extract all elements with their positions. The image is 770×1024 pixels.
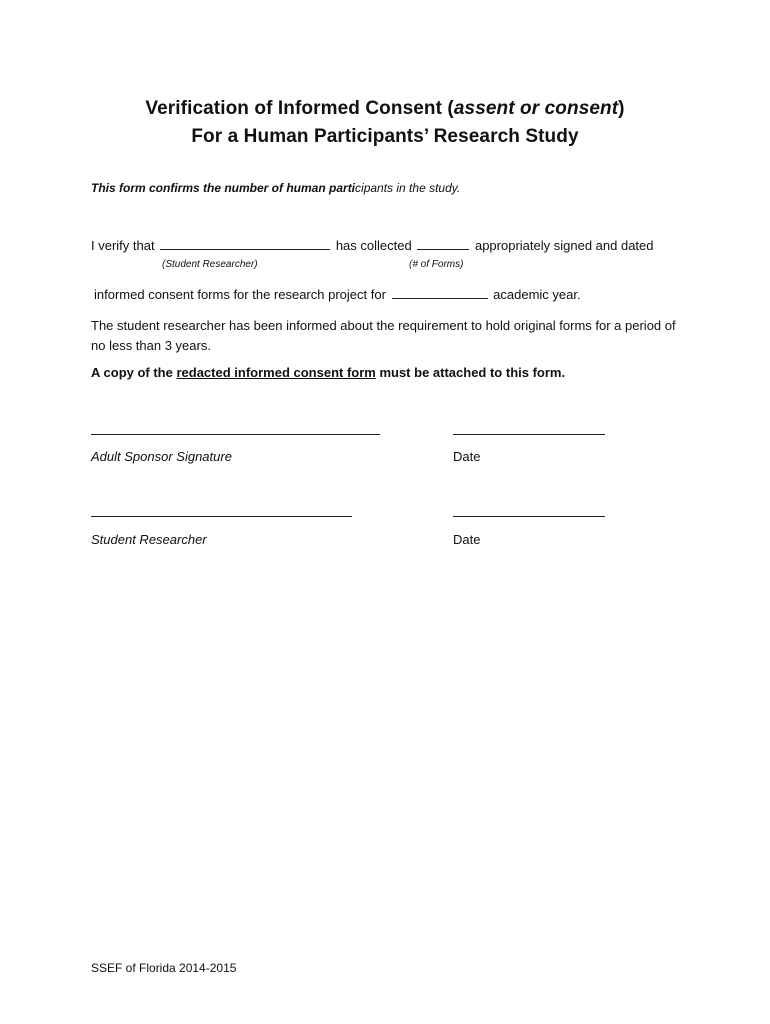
form-title <box>0 98 770 120</box>
verify-middle: has collected <box>335 238 412 253</box>
sponsor-date-line[interactable] <box>453 434 605 435</box>
verify-prefix: I verify that <box>91 238 155 253</box>
student-date-label: Date <box>453 532 481 547</box>
number-of-forms-caption: (# of Forms) <box>409 259 464 270</box>
student-signature-label: Student Researcher <box>91 532 207 547</box>
verify-suffix: appropriately signed and dated <box>474 238 654 253</box>
student-signature-line[interactable] <box>91 516 352 517</box>
intro-text <box>91 179 460 197</box>
sponsor-date-label: Date <box>453 449 481 464</box>
form-subtitle: For a Human Participants’ Research Study <box>191 126 579 147</box>
consent-forms-line <box>94 286 581 304</box>
academic-year-field[interactable] <box>392 286 488 299</box>
attachment-notice <box>91 364 565 382</box>
verify-line <box>91 237 654 255</box>
sponsor-signature-label: Adult Sponsor Signature <box>91 449 232 464</box>
intro-bold: This form confirms the number of human parti <box>91 181 356 195</box>
consent-line-suffix: academic year. <box>493 287 581 302</box>
student-researcher-field[interactable] <box>160 237 330 250</box>
attachment-suffix: must be attached to this form. <box>375 365 566 380</box>
title-end-text: ) <box>618 98 625 119</box>
intro-rest: cipants in the study. <box>355 181 461 195</box>
sponsor-signature-line[interactable] <box>91 434 380 435</box>
requirement-paragraph: The student researcher has been informed about the requirement to hold original forms for a period of no less than 3 years. <box>91 318 676 353</box>
consent-line-prefix: informed consent forms for the research project for <box>94 287 386 302</box>
student-date-line[interactable] <box>453 516 605 517</box>
number-of-forms-field[interactable] <box>417 237 469 250</box>
footer-text: SSEF of Florida 2014-2015 <box>91 961 237 975</box>
attachment-prefix: A copy of the <box>91 365 177 380</box>
attachment-underlined: redacted informed consent form <box>176 365 376 380</box>
student-researcher-caption: (Student Researcher) <box>162 259 258 270</box>
title-italic-text: assent or consent <box>453 98 619 119</box>
title-main-text: Verification of Informed Consent ( <box>145 98 454 119</box>
